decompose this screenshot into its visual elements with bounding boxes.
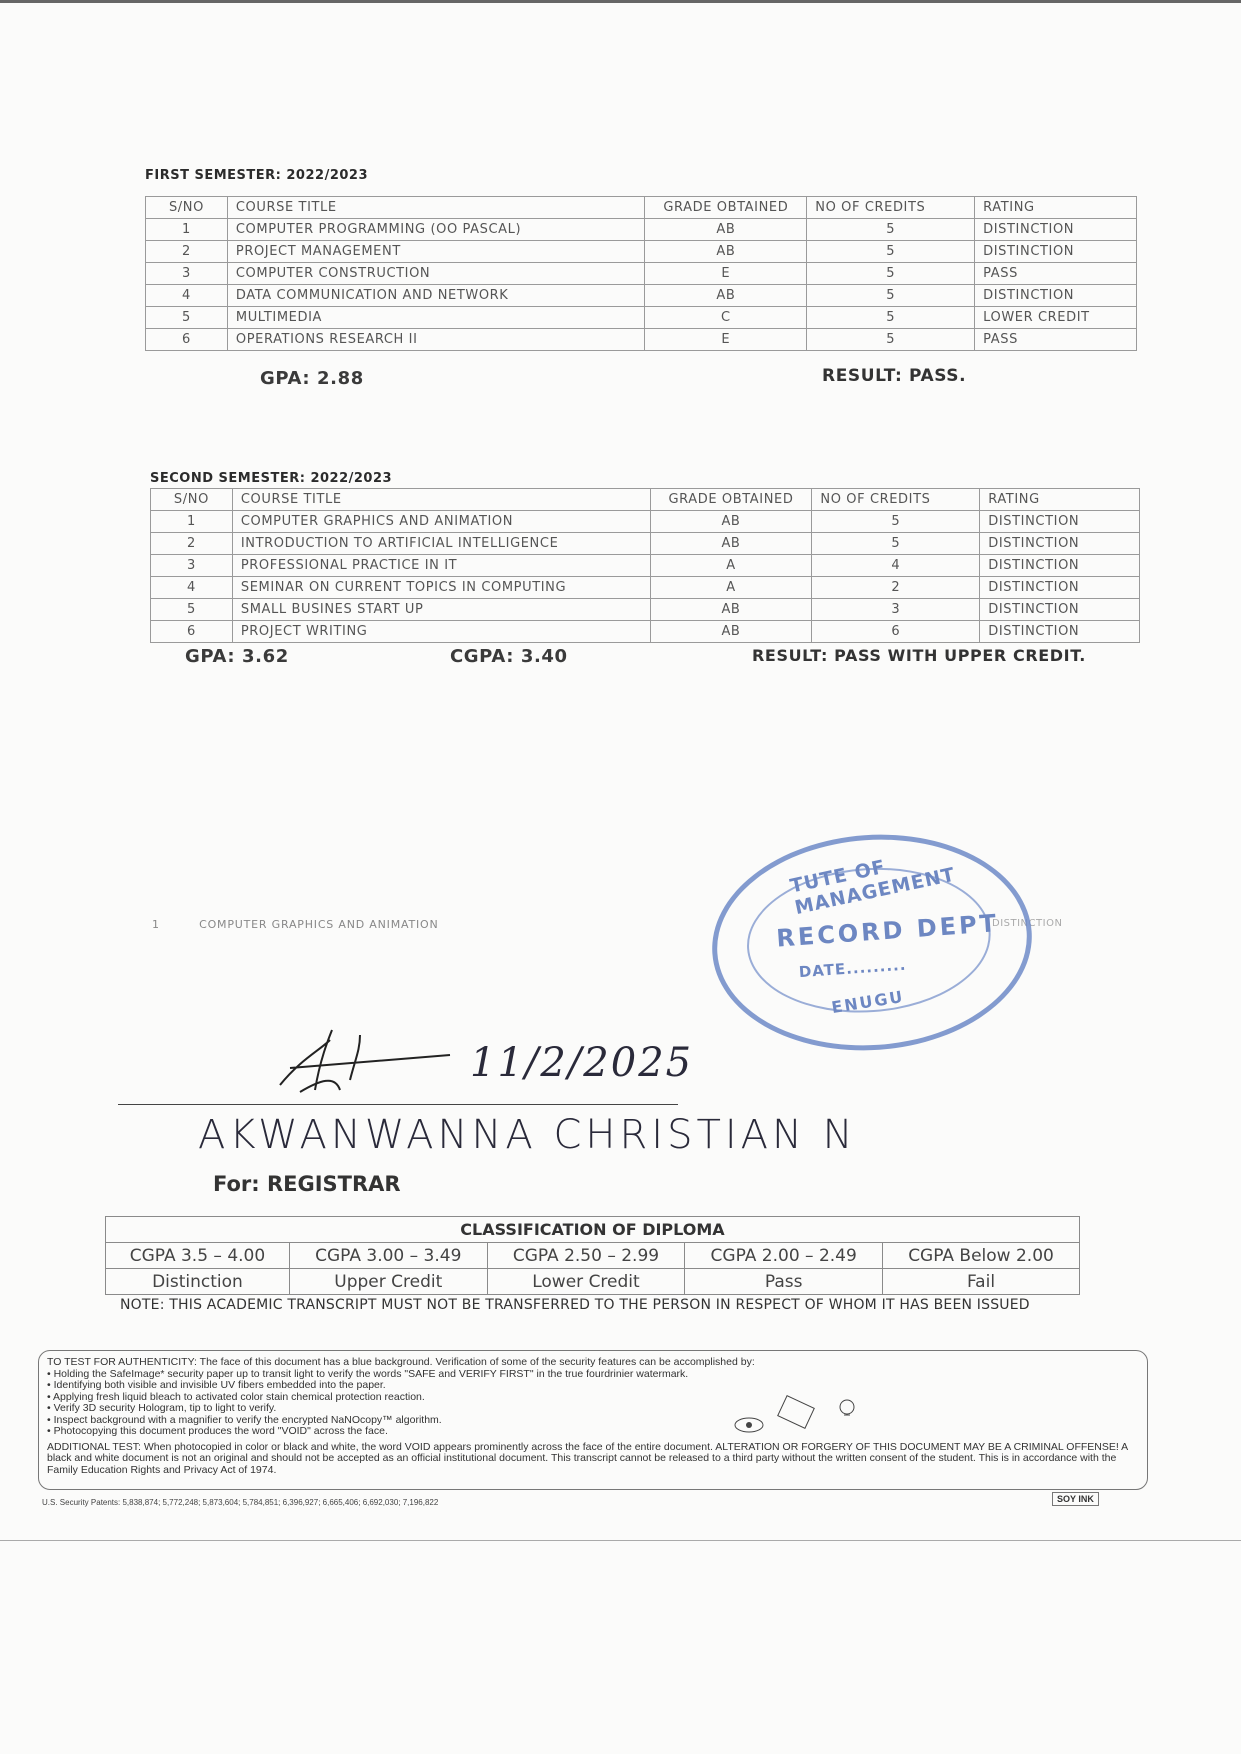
column-header: NO OF CREDITS [807, 197, 975, 219]
for-registrar: For: REGISTRAR [213, 1172, 401, 1196]
credits-cell: 3 [812, 599, 980, 621]
rating-cell: DISTINCTION [980, 555, 1140, 577]
range-cell: CGPA 3.5 – 4.00 [106, 1243, 290, 1269]
second-semester-table [150, 488, 1140, 643]
auth-line: • Inspect background with a magnifier to verify the encrypted NaNOcopy™ algorithm. [47, 1413, 442, 1426]
credits-cell: 2 [812, 577, 980, 599]
table-row [146, 263, 1137, 285]
table-row [146, 219, 1137, 241]
signatory-name: AKWANWANNA CHRISTIAN N [198, 1112, 857, 1158]
auth-line: • Applying fresh liquid bleach to activated color stain chemical protection reaction. [47, 1390, 425, 1403]
classification-title-row [106, 1217, 1080, 1243]
column-header: RATING [975, 197, 1137, 219]
sn-cell: 1 [151, 511, 233, 533]
sn-cell: 1 [146, 219, 228, 241]
classification-table [105, 1216, 1080, 1295]
auth-line: • Photocopying this document produces the word "VOID" across the face. [47, 1425, 388, 1437]
authenticity-box [38, 1350, 1148, 1490]
transcript-note: NOTE: THIS ACADEMIC TRANSCRIPT MUST NOT BE TRANSFERRED TO THE PERSON IN RESPECT OF WHOM IT HAS BEEN ISSUED [120, 1297, 1030, 1313]
signature-line [118, 1104, 678, 1105]
sn-cell: 2 [146, 241, 228, 263]
grade-cell: AB [645, 285, 807, 307]
table-row [151, 533, 1140, 555]
course-cell: SMALL BUSINES START UP [232, 599, 650, 621]
sn-cell: 5 [146, 307, 228, 329]
course-cell: PROJECT MANAGEMENT [227, 241, 645, 263]
table-header-row [151, 489, 1140, 511]
classification-class-row [106, 1269, 1080, 1295]
grade-cell: AB [650, 621, 812, 643]
sn-cell: 6 [151, 621, 233, 643]
credits-cell: 5 [807, 241, 975, 263]
class-cell: Fail [883, 1269, 1080, 1295]
page-top-edge [0, 0, 1241, 3]
column-header: NO OF CREDITS [812, 489, 980, 511]
auth-line: • Identifying both visible and invisible UV fibers embedded into the paper. [47, 1379, 386, 1391]
credits-cell: 5 [807, 263, 975, 285]
class-cell: Distinction [106, 1269, 290, 1295]
classification-range-row [106, 1243, 1080, 1269]
credits-cell: 4 [812, 555, 980, 577]
course-cell: COMPUTER GRAPHICS AND ANIMATION [232, 511, 650, 533]
grade-cell: AB [650, 511, 812, 533]
record-dept-stamp [705, 824, 1039, 1061]
rating-cell: PASS [975, 329, 1137, 351]
rating-cell: DISTINCTION [980, 577, 1140, 599]
stamp-bottom-text: ENUGU [830, 986, 906, 1018]
course-cell: SEMINAR ON CURRENT TOPICS IN COMPUTING [232, 577, 650, 599]
course-cell: MULTIMEDIA [227, 307, 645, 329]
course-cell: PROFESSIONAL PRACTICE IN IT [232, 555, 650, 577]
column-header: GRADE OBTAINED [645, 197, 807, 219]
course-cell: DATA COMMUNICATION AND NETWORK [227, 285, 645, 307]
page-bottom-edge [0, 1540, 1241, 1541]
course-cell: COMPUTER PROGRAMMING (OO PASCAL) [227, 219, 645, 241]
ghost-row [152, 918, 439, 931]
column-header: COURSE TITLE [227, 197, 645, 219]
sn-cell: 4 [151, 577, 233, 599]
range-cell: CGPA 2.00 – 2.49 [685, 1243, 883, 1269]
sn-cell: 5 [151, 599, 233, 621]
rating-cell: DISTINCTION [975, 241, 1137, 263]
lightbulb-icon [840, 1400, 854, 1414]
second-semester-gpa: GPA: 3.62 [185, 646, 289, 667]
first-semester-table [145, 196, 1137, 351]
grade-cell: A [650, 555, 812, 577]
grade-cell: C [645, 307, 807, 329]
sn-cell: 3 [146, 263, 228, 285]
rating-cell: LOWER CREDIT [975, 307, 1137, 329]
grade-cell: AB [645, 241, 807, 263]
rating-cell: DISTINCTION [980, 511, 1140, 533]
rating-cell: DISTINCTION [980, 599, 1140, 621]
table-row [146, 241, 1137, 263]
rating-cell: DISTINCTION [980, 533, 1140, 555]
column-header: COURSE TITLE [232, 489, 650, 511]
column-header: RATING [980, 489, 1140, 511]
credits-cell: 5 [807, 307, 975, 329]
table-row [151, 511, 1140, 533]
ghost-rating: DISTINCTION [992, 918, 1063, 929]
security-icons [729, 1387, 869, 1437]
ghost-title: COMPUTER GRAPHICS AND ANIMATION [199, 918, 439, 931]
course-cell: OPERATIONS RESEARCH II [227, 329, 645, 351]
second-semester-title: SECOND SEMESTER: 2022/2023 [150, 471, 393, 486]
rating-cell: PASS [975, 263, 1137, 285]
ghost-sn: 1 [152, 918, 160, 931]
rating-cell: DISTINCTION [975, 285, 1137, 307]
course-cell: COMPUTER CONSTRUCTION [227, 263, 645, 285]
credits-cell: 5 [812, 511, 980, 533]
credits-cell: 5 [807, 285, 975, 307]
sn-cell: 4 [146, 285, 228, 307]
credits-cell: 6 [812, 621, 980, 643]
column-header: GRADE OBTAINED [650, 489, 812, 511]
credits-cell: 5 [807, 219, 975, 241]
first-semester-gpa: GPA: 2.88 [260, 368, 364, 389]
range-cell: CGPA 3.00 – 3.49 [289, 1243, 487, 1269]
table-row [146, 285, 1137, 307]
signature-mark [260, 1020, 460, 1100]
class-cell: Lower Credit [487, 1269, 685, 1295]
column-header: S/NO [151, 489, 233, 511]
grade-cell: E [645, 329, 807, 351]
grade-cell: AB [650, 533, 812, 555]
security-patents: U.S. Security Patents: 5,838,874; 5,772,248; 5,873,604; 5,784,851; 6,396,927; 6,665,406; 6,692,030; 7,196,822 [42, 1498, 439, 1507]
grade-cell: A [650, 577, 812, 599]
soy-ink-logo: SOY INK [1052, 1492, 1099, 1506]
table-row [151, 599, 1140, 621]
course-cell: INTRODUCTION TO ARTIFICIAL INTELLIGENCE [232, 533, 650, 555]
range-cell: CGPA 2.50 – 2.99 [487, 1243, 685, 1269]
class-cell: Upper Credit [289, 1269, 487, 1295]
signature-date: 11/2/2025 [470, 1040, 694, 1086]
table-row [151, 621, 1140, 643]
classification-title: CLASSIFICATION OF DIPLOMA [106, 1217, 1080, 1243]
rating-cell: DISTINCTION [980, 621, 1140, 643]
cgpa-value: CGPA: 3.40 [450, 646, 568, 667]
stamp-top-text: TUTE OF MANAGEMENT [788, 855, 958, 920]
grade-cell: AB [650, 599, 812, 621]
credits-cell: 5 [812, 533, 980, 555]
stamp-date-text: DATE......... [798, 955, 907, 982]
class-cell: Pass [685, 1269, 883, 1295]
sn-cell: 3 [151, 555, 233, 577]
second-semester-result: RESULT: PASS WITH UPPER CREDIT. [752, 646, 1086, 665]
sn-cell: 2 [151, 533, 233, 555]
first-semester-title: FIRST SEMESTER: 2022/2023 [145, 168, 369, 183]
table-row [146, 307, 1137, 329]
table-row [146, 329, 1137, 351]
range-cell: CGPA Below 2.00 [883, 1243, 1080, 1269]
table-row [151, 577, 1140, 599]
sn-cell: 6 [146, 329, 228, 351]
rating-cell: DISTINCTION [975, 219, 1137, 241]
auth-line: • Verify 3D security Hologram, tip to light to verify. [47, 1402, 277, 1414]
table-row [151, 555, 1140, 577]
first-semester-result: RESULT: PASS. [822, 366, 967, 386]
additional-test: ADDITIONAL TEST: When photocopied in color or black and white, the word VOID appears prominently across the face of the entire document. ALTERATION OR FORGERY OF THIS DOCUMENT MAY BE A CRIMINAL OFFENSE! A black and white document is not an original and should not be accepted as an official institutional document. This transcript cannot be released to a third party without the written consent of the student. This is in accordance with the Family Education Rights and Privacy Act of 1974. [47, 1440, 1128, 1476]
grade-cell: E [645, 263, 807, 285]
course-cell: PROJECT WRITING [232, 621, 650, 643]
column-header: S/NO [146, 197, 228, 219]
credits-cell: 5 [807, 329, 975, 351]
grade-cell: AB [645, 219, 807, 241]
table-header-row [146, 197, 1137, 219]
auth-line: TO TEST FOR AUTHENTICITY: The face of this document has a blue background. Verification of some of the security features can be accomplished by: [47, 1356, 755, 1368]
hologram-icon [778, 1396, 814, 1429]
auth-line: • Holding the SafeImage* security paper up to transit light to verify the words "SAFE and VERIFY FIRST" in the true fourdrinier watermark. [47, 1367, 689, 1380]
stamp-middle-text: RECORD DEPT [775, 909, 1000, 953]
